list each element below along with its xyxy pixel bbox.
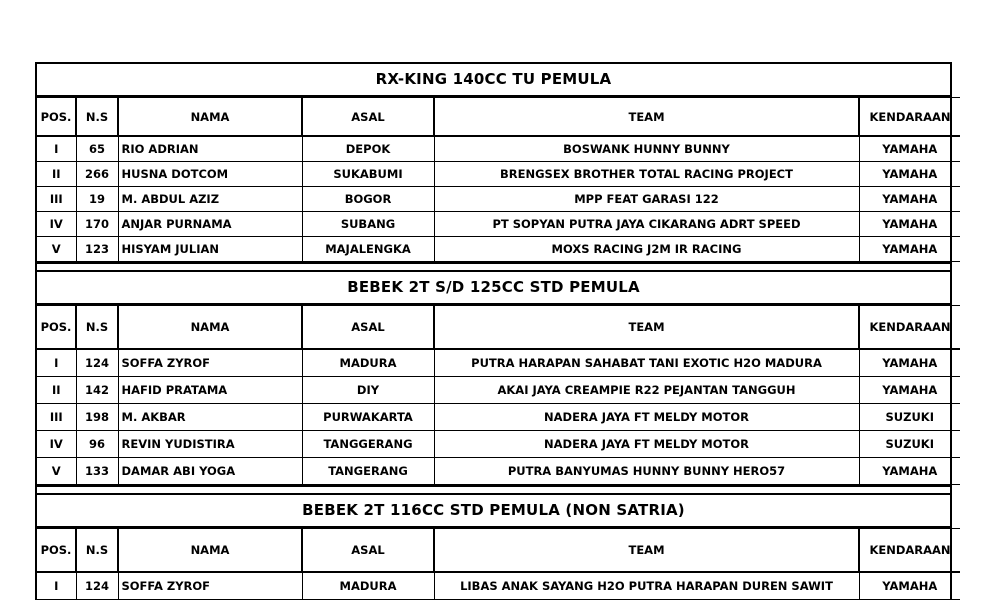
table-row bbox=[37, 431, 960, 458]
cell-ns: 133 bbox=[76, 458, 118, 485]
header-pos: POS. bbox=[37, 306, 76, 350]
cell-asal: DIY bbox=[302, 377, 434, 404]
header-ns: N.S bbox=[76, 529, 118, 573]
section-title: RX-KING 140CC TU PEMULA bbox=[37, 64, 950, 97]
table-row bbox=[37, 349, 960, 377]
header-row bbox=[37, 529, 960, 573]
cell-pos: V bbox=[37, 458, 76, 485]
cell-pos: IV bbox=[37, 431, 76, 458]
cell-nama: M. AKBAR bbox=[118, 404, 302, 431]
cell-team: PUTRA HARAPAN SAHABAT TANI EXOTIC H2O MADURA bbox=[434, 349, 859, 377]
cell-ns: 96 bbox=[76, 431, 118, 458]
cell-pos: IV bbox=[37, 212, 76, 237]
cell-nama: DAMAR ABI YOGA bbox=[118, 458, 302, 485]
cell-nama: ANJAR PURNAMA bbox=[118, 212, 302, 237]
header-nama: NAMA bbox=[118, 529, 302, 573]
cell-pos: III bbox=[37, 187, 76, 212]
cell-ns: 65 bbox=[76, 136, 118, 162]
cell-team: NADERA JAYA FT MELDY MOTOR bbox=[434, 404, 859, 431]
results-section bbox=[35, 270, 952, 485]
cell-asal: MADURA bbox=[302, 349, 434, 377]
results-table bbox=[37, 528, 960, 600]
header-asal: ASAL bbox=[302, 98, 434, 137]
cell-ns: 266 bbox=[76, 162, 118, 187]
cell-ns: 142 bbox=[76, 377, 118, 404]
cell-nama: REVIN YUDISTIRA bbox=[118, 431, 302, 458]
cell-asal: TANGGERANG bbox=[302, 431, 434, 458]
header-asal: ASAL bbox=[302, 306, 434, 350]
cell-pos: I bbox=[37, 136, 76, 162]
results-section bbox=[35, 62, 952, 262]
header-pos: POS. bbox=[37, 529, 76, 573]
cell-team: MPP FEAT GARASI 122 bbox=[434, 187, 859, 212]
cell-kendaraan: YAMAHA bbox=[859, 572, 960, 600]
cell-nama: HAFID PRATAMA bbox=[118, 377, 302, 404]
results-sheet bbox=[35, 62, 952, 600]
table-row bbox=[37, 212, 960, 237]
cell-ns: 124 bbox=[76, 349, 118, 377]
table-row bbox=[37, 187, 960, 212]
cell-pos: I bbox=[37, 349, 76, 377]
header-kendaraan: KENDARAAN bbox=[859, 98, 960, 137]
cell-kendaraan: YAMAHA bbox=[859, 187, 960, 212]
cell-kendaraan: SUZUKI bbox=[859, 431, 960, 458]
cell-pos: II bbox=[37, 377, 76, 404]
cell-pos: V bbox=[37, 237, 76, 262]
table-row bbox=[37, 162, 960, 187]
header-kendaraan: KENDARAAN bbox=[859, 306, 960, 350]
header-team: TEAM bbox=[434, 98, 859, 137]
cell-pos: II bbox=[37, 162, 76, 187]
cell-asal: DEPOK bbox=[302, 136, 434, 162]
table-row bbox=[37, 237, 960, 262]
cell-asal: TANGERANG bbox=[302, 458, 434, 485]
header-ns: N.S bbox=[76, 98, 118, 137]
results-table bbox=[37, 97, 960, 262]
cell-kendaraan: YAMAHA bbox=[859, 212, 960, 237]
cell-team: PT SOPYAN PUTRA JAYA CIKARANG ADRT SPEED bbox=[434, 212, 859, 237]
section-title: BEBEK 2T 116CC STD PEMULA (NON SATRIA) bbox=[37, 495, 950, 528]
cell-nama: SOFFA ZYROF bbox=[118, 349, 302, 377]
cell-asal: BOGOR bbox=[302, 187, 434, 212]
header-asal: ASAL bbox=[302, 529, 434, 573]
results-table bbox=[37, 305, 960, 485]
cell-team: PUTRA BANYUMAS HUNNY BUNNY HERO57 bbox=[434, 458, 859, 485]
section-title: BEBEK 2T S/D 125CC STD PEMULA bbox=[37, 272, 950, 305]
header-team: TEAM bbox=[434, 529, 859, 573]
table-row bbox=[37, 136, 960, 162]
cell-pos: I bbox=[37, 572, 76, 600]
cell-kendaraan: YAMAHA bbox=[859, 458, 960, 485]
table-row bbox=[37, 377, 960, 404]
cell-ns: 170 bbox=[76, 212, 118, 237]
cell-team: MOXS RACING J2M IR RACING bbox=[434, 237, 859, 262]
section-divider bbox=[35, 485, 952, 493]
cell-asal: MAJALENGKA bbox=[302, 237, 434, 262]
header-kendaraan: KENDARAAN bbox=[859, 529, 960, 573]
cell-nama: HUSNA DOTCOM bbox=[118, 162, 302, 187]
cell-asal: MADURA bbox=[302, 572, 434, 600]
cell-team: AKAI JAYA CREAMPIE R22 PEJANTAN TANGGUH bbox=[434, 377, 859, 404]
table-row bbox=[37, 458, 960, 485]
section-divider bbox=[35, 262, 952, 270]
cell-nama: M. ABDUL AZIZ bbox=[118, 187, 302, 212]
header-nama: NAMA bbox=[118, 306, 302, 350]
cell-team: NADERA JAYA FT MELDY MOTOR bbox=[434, 431, 859, 458]
cell-team: BRENGSEX BROTHER TOTAL RACING PROJECT bbox=[434, 162, 859, 187]
cell-kendaraan: YAMAHA bbox=[859, 377, 960, 404]
cell-asal: PURWAKARTA bbox=[302, 404, 434, 431]
cell-asal: SUBANG bbox=[302, 212, 434, 237]
header-nama: NAMA bbox=[118, 98, 302, 137]
cell-nama: SOFFA ZYROF bbox=[118, 572, 302, 600]
cell-pos: III bbox=[37, 404, 76, 431]
cell-ns: 124 bbox=[76, 572, 118, 600]
table-row bbox=[37, 572, 960, 600]
cell-ns: 198 bbox=[76, 404, 118, 431]
cell-kendaraan: YAMAHA bbox=[859, 349, 960, 377]
results-section bbox=[35, 493, 952, 600]
cell-kendaraan: YAMAHA bbox=[859, 136, 960, 162]
header-row bbox=[37, 98, 960, 137]
cell-nama: RIO ADRIAN bbox=[118, 136, 302, 162]
cell-ns: 19 bbox=[76, 187, 118, 212]
cell-nama: HISYAM JULIAN bbox=[118, 237, 302, 262]
header-row bbox=[37, 306, 960, 350]
cell-ns: 123 bbox=[76, 237, 118, 262]
cell-kendaraan: YAMAHA bbox=[859, 237, 960, 262]
header-pos: POS. bbox=[37, 98, 76, 137]
cell-kendaraan: SUZUKI bbox=[859, 404, 960, 431]
cell-team: LIBAS ANAK SAYANG H2O PUTRA HARAPAN DUREN SAWIT bbox=[434, 572, 859, 600]
table-row bbox=[37, 404, 960, 431]
header-ns: N.S bbox=[76, 306, 118, 350]
cell-asal: SUKABUMI bbox=[302, 162, 434, 187]
cell-kendaraan: YAMAHA bbox=[859, 162, 960, 187]
header-team: TEAM bbox=[434, 306, 859, 350]
cell-team: BOSWANK HUNNY BUNNY bbox=[434, 136, 859, 162]
